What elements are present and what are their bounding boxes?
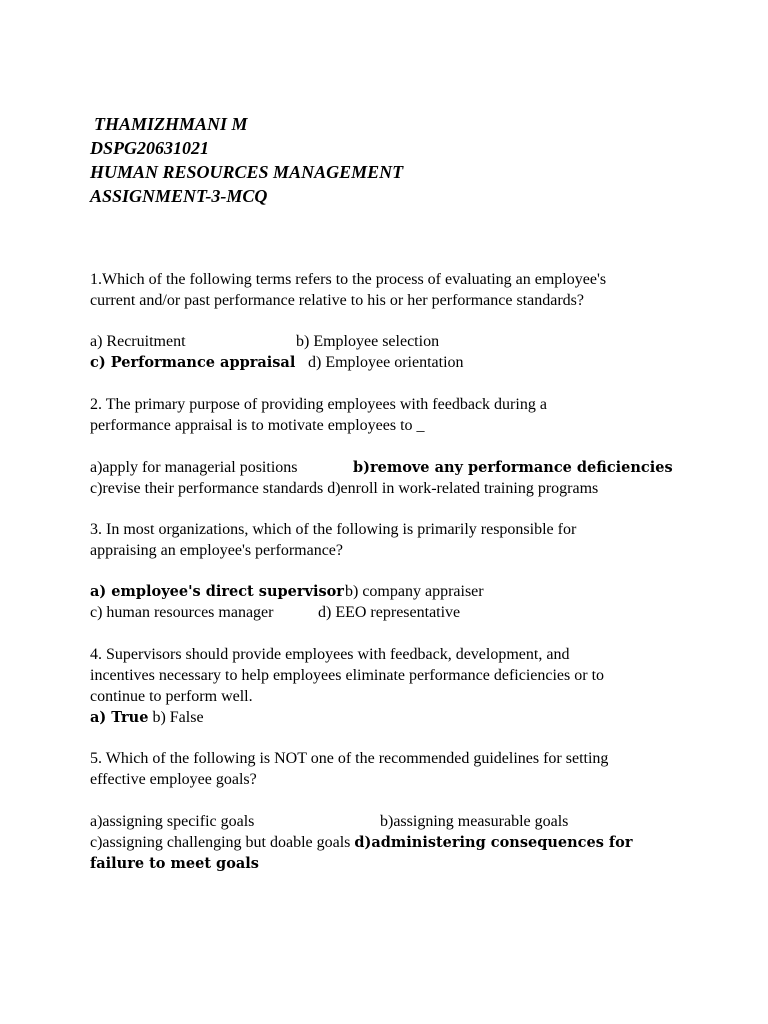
q5-text-line1: 5. Which of the following is NOT one of the recommended guidelines for setting [90,750,609,767]
q1-option-d: d) Employee orientation [308,354,464,371]
q2-options-row2 [90,478,598,499]
q4-options-row [90,707,204,728]
q5-text-line2: effective employee goals? [90,771,257,788]
q1-options-row1 [90,331,440,352]
q1-options-row2 [90,352,464,373]
q2-text-line1: 2. The primary purpose of providing employees with feedback during a [90,396,547,413]
q2-option-d: d)enroll in work-related training programs [327,480,599,497]
q5-options-row1 [90,811,569,832]
q4-text-line1: 4. Supervisors should provide employees with feedback, development, and [90,646,570,663]
q2-option-c: c)revise their performance standards [90,480,324,497]
q3-options-row2 [90,602,461,623]
assignment-title: ASSIGNMENT-3-MCQ [90,186,268,206]
q5-options-row3 [90,853,259,874]
q3-text-line1: 3. In most organizations, which of the following is primarily responsible for [90,521,577,538]
q5-options-row2 [90,832,632,853]
q1-text-line1: 1.Which of the following terms refers to the process of evaluating an employee's [90,271,607,288]
q3-options-row1 [90,581,484,602]
student-name: THAMIZHMANI M [94,114,248,134]
q4-text-line3: continue to perform well. [90,688,253,705]
q3-option-d: d) EEO representative [318,604,461,621]
q1-option-a: a) Recruitment [90,333,186,350]
q3-option-a-answer: a) employee's direct supervisor [90,583,344,600]
q5-option-c: c)assigning challenging but doable goals [90,834,351,851]
q2-option-b-answer: b)remove any performance deficiencies [353,459,673,476]
q1-option-c-answer: c) Performance appraisal [90,354,296,371]
student-id: DSPG20631021 [90,138,210,158]
q5-option-d-answer: d)administering consequences for [354,834,633,851]
q3-option-c: c) human resources manager [90,604,274,621]
q2-option-a: a)apply for managerial positions [90,459,298,476]
q5-option-b: b)assigning measurable goals [380,813,569,830]
course-title: HUMAN RESOURCES MANAGEMENT [90,162,404,182]
q4-option-b: b) False [148,709,204,726]
q4-option-a-answer: a) True [90,709,149,726]
q4-text-line2: incentives necessary to help employees eliminate performance deficiencies or to [90,667,605,684]
q3-option-b: b) company appraiser [345,583,484,600]
q5-option-d-answer-cont: failure to meet goals [90,855,259,872]
q1-text-line2: current and/or past performance relative to his or her performance standards? [90,292,584,309]
q5-option-a: a)assigning specific goals [90,813,255,830]
q2-text-line2: performance appraisal is to motivate employees to _ [90,417,425,434]
q3-text-line2: appraising an employee's performance? [90,542,343,559]
q1-option-b: b) Employee selection [296,333,440,350]
q2-options-row1 [90,457,673,478]
